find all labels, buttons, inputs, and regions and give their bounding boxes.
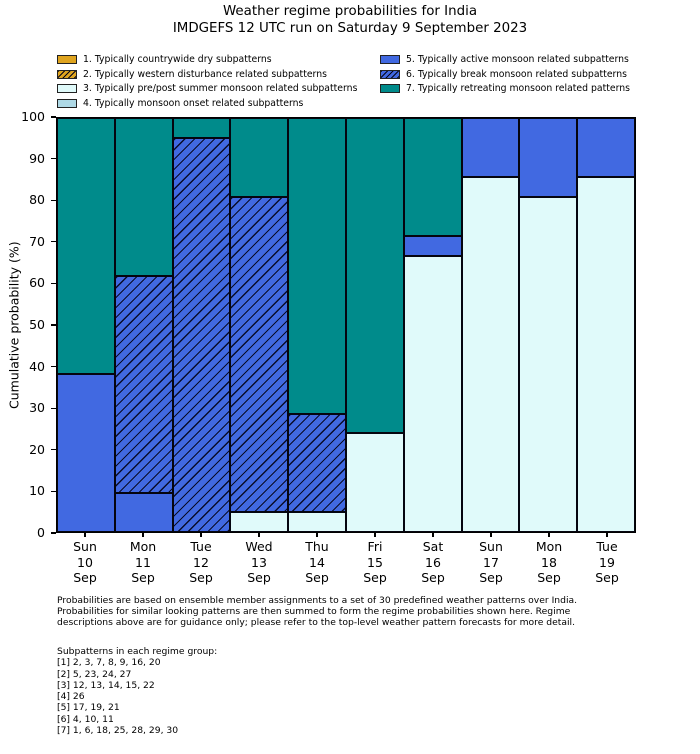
- x-tick-label-line: Sat: [422, 539, 444, 554]
- footnote-line: Probabilities for similar looking patterns are then summed to form the regime probabilities shown here. Regime: [57, 606, 571, 618]
- plot-area: [56, 117, 636, 533]
- bar-segment-regime-3: [577, 177, 635, 532]
- legend-swatch-4: [57, 99, 77, 108]
- y-tick-label-40: 40: [29, 358, 45, 374]
- bar-segment-regime-5: [57, 374, 115, 532]
- legend-item-1: [57, 52, 357, 67]
- x-tick-label-mon-18-sep: [520, 533, 578, 586]
- legend-swatch-1: [57, 55, 77, 64]
- bar-mon-11-sep: [115, 118, 173, 532]
- x-axis-labels: [56, 533, 636, 586]
- bar-tue-19-sep: [577, 118, 635, 532]
- x-tick-label-line: Sep: [247, 570, 271, 585]
- bar-segment-regime-5: [115, 493, 173, 532]
- x-tick-label-line: Fri: [367, 539, 383, 554]
- bar-fri-15-sep: [346, 118, 404, 532]
- x-tick-mark: [142, 533, 143, 537]
- x-tick-label-line: Sep: [595, 570, 619, 585]
- y-tick-label-90: 90: [29, 150, 45, 166]
- bar-segment-regime-5: [462, 118, 520, 177]
- x-tick-label-thu-14-sep: [288, 533, 346, 586]
- subpattern-line: [6] 4, 10, 11: [57, 713, 114, 725]
- legend-item-6: [380, 67, 630, 82]
- bar-segment-regime-3: [288, 512, 346, 532]
- bar-sat-16-sep: [404, 118, 462, 532]
- footnote: [57, 595, 577, 629]
- x-tick-label-sat-16-sep: [404, 533, 462, 586]
- x-tick-label-line: 17: [483, 554, 499, 570]
- x-tick-label-tue-19-sep: [578, 533, 636, 586]
- bar-segment-regime-3: [404, 256, 462, 532]
- y-tick-label-50: 50: [29, 317, 45, 332]
- bar-sun-10-sep: [57, 118, 115, 532]
- y-tick-label-20: 20: [29, 441, 45, 457]
- bar-segment-regime-6: [115, 276, 173, 493]
- legend-label-6: 6. Typically break monsoon related subpatterns: [406, 68, 627, 80]
- x-tick-label-mon-11-sep: [114, 533, 172, 586]
- footnote-line: descriptions above are for guidance only; please refer to the top-level weather pattern forecasts for more detail.: [57, 617, 576, 629]
- bar-thu-14-sep: [288, 118, 346, 532]
- subpatterns-lines: [57, 657, 217, 736]
- x-tick-label-line: Thu: [305, 539, 329, 554]
- legend-label-4: 4. Typically monsoon onset related subpatterns: [83, 97, 304, 109]
- y-tick-label-100: 100: [21, 109, 45, 124]
- x-tick-mark: [374, 533, 375, 537]
- legend-item-3: [57, 81, 357, 96]
- x-tick-label-line: Sep: [305, 570, 329, 585]
- legend-label-3: 3. Typically pre/post summer monsoon related subpatterns: [83, 83, 358, 95]
- x-tick-mark: [258, 533, 259, 537]
- x-tick-label-line: Tue: [190, 539, 212, 554]
- subpattern-line: [4] 26: [57, 691, 85, 703]
- x-tick-label-line: 16: [425, 554, 441, 570]
- bar-segment-regime-5: [577, 118, 635, 177]
- bar-segment-regime-3: [462, 177, 520, 532]
- x-tick-label-sun-10-sep: [56, 533, 114, 586]
- x-tick-label-line: 18: [541, 554, 557, 570]
- bar-segment-regime-5: [404, 236, 462, 256]
- legend-swatch-2: [57, 70, 77, 79]
- x-tick-label-sun-17-sep: [462, 533, 520, 586]
- x-tick-label-line: Sep: [189, 570, 213, 585]
- bar-segment-regime-5: [519, 118, 577, 197]
- x-tick-label-tue-12-sep: [172, 533, 230, 586]
- bar-segment-regime-7: [173, 118, 231, 138]
- x-tick-label-line: 10: [77, 554, 93, 570]
- legend-swatch-6: [380, 70, 400, 79]
- x-tick-label-line: Sep: [363, 570, 387, 585]
- y-tick-label-60: 60: [29, 275, 45, 291]
- y-axis-ticks: [0, 109, 56, 540]
- x-tick-label-line: Mon: [129, 539, 157, 554]
- y-tick-label-80: 80: [29, 192, 45, 208]
- x-tick-label-line: 13: [251, 554, 267, 570]
- bar-segment-regime-7: [404, 118, 462, 236]
- x-tick-label-line: Sep: [537, 570, 561, 585]
- x-tick-label-line: Wed: [245, 539, 273, 554]
- bar-segment-regime-3: [346, 433, 404, 532]
- x-tick-mark: [316, 533, 317, 537]
- x-tick-mark: [548, 533, 549, 537]
- subpattern-line: [7] 1, 6, 18, 25, 28, 29, 30: [57, 725, 179, 737]
- x-tick-label-wed-13-sep: [230, 533, 288, 586]
- y-tick-label-70: 70: [29, 233, 45, 249]
- x-tick-mark: [200, 533, 201, 537]
- x-tick-label-fri-15-sep: [346, 533, 404, 586]
- subpattern-line: [5] 17, 19, 21: [57, 702, 120, 714]
- subpattern-line: [2] 5, 23, 24, 27: [57, 668, 132, 680]
- subpattern-line: [1] 2, 3, 7, 8, 9, 16, 20: [57, 657, 161, 669]
- bar-segment-regime-7: [346, 118, 404, 433]
- x-tick-label-line: Mon: [535, 539, 563, 554]
- bar-segment-regime-7: [288, 118, 346, 414]
- x-tick-label-line: Sep: [421, 570, 445, 585]
- bar-sun-17-sep: [462, 118, 520, 532]
- bar-segment-regime-7: [230, 118, 288, 197]
- subpatterns-block: [57, 646, 217, 736]
- bar-tue-12-sep: [173, 118, 231, 532]
- x-tick-label-line: 12: [193, 554, 209, 570]
- legend-column-right: [380, 52, 630, 96]
- x-tick-label-line: 15: [367, 554, 383, 570]
- x-tick-mark: [84, 533, 85, 537]
- x-tick-label-line: Sun: [73, 539, 97, 554]
- y-tick-label-0: 0: [37, 525, 45, 540]
- x-tick-label-line: Sep: [73, 570, 97, 585]
- x-tick-label-line: 14: [309, 554, 325, 570]
- bar-wed-13-sep: [230, 118, 288, 532]
- bar-segment-regime-6: [288, 414, 346, 513]
- x-tick-mark: [490, 533, 491, 537]
- bar-segment-regime-7: [115, 118, 173, 276]
- subpattern-line: [3] 12, 13, 14, 15, 22: [57, 679, 155, 691]
- legend-swatch-5: [380, 55, 400, 64]
- x-tick-mark: [432, 533, 433, 537]
- bar-segment-regime-6: [230, 197, 288, 512]
- x-tick-mark: [606, 533, 607, 537]
- chart-title: Weather regime probabilities for India: [222, 4, 478, 19]
- y-axis-label: Cumulative probability (%): [6, 241, 22, 409]
- subpatterns-heading: Subpatterns in each regime group:: [57, 646, 218, 657]
- legend-label-1: 1. Typically countrywide dry subpatterns: [83, 53, 272, 65]
- x-tick-label-line: 19: [599, 554, 615, 570]
- y-tick-label-30: 30: [29, 400, 45, 416]
- legend-item-5: [380, 52, 630, 67]
- bar-segment-regime-7: [57, 118, 115, 374]
- legend-item-7: [380, 81, 630, 96]
- x-tick-label-line: Sun: [479, 539, 503, 554]
- footnote-line: Probabilities are based on ensemble member assignments to a set of 30 predefined weather patterns over India.: [57, 595, 578, 606]
- legend-label-2: 2. Typically western disturbance related subpatterns: [83, 68, 327, 80]
- x-tick-label-line: Sep: [479, 570, 503, 585]
- legend-item-4: [57, 96, 357, 111]
- bar-segment-regime-3: [519, 197, 577, 532]
- bar-mon-18-sep: [519, 118, 577, 532]
- bar-segment-regime-6: [173, 138, 231, 532]
- y-tick-label-10: 10: [29, 483, 45, 499]
- bar-segment-regime-3: [230, 512, 288, 532]
- x-tick-label-line: Tue: [596, 539, 618, 554]
- legend-item-2: [57, 67, 357, 82]
- x-tick-label-line: Sep: [131, 570, 155, 585]
- legend-label-7: 7. Typically retreating monsoon related patterns: [406, 83, 631, 95]
- chart-subtitle: IMDGEFS 12 UTC run on Saturday 9 September 2023: [172, 21, 528, 36]
- legend-swatch-3: [57, 84, 77, 93]
- legend-column-left: [57, 52, 357, 111]
- legend-swatch-7: [380, 84, 400, 93]
- legend-label-5: 5. Typically active monsoon related subpatterns: [406, 53, 629, 65]
- x-tick-label-line: 11: [135, 554, 151, 570]
